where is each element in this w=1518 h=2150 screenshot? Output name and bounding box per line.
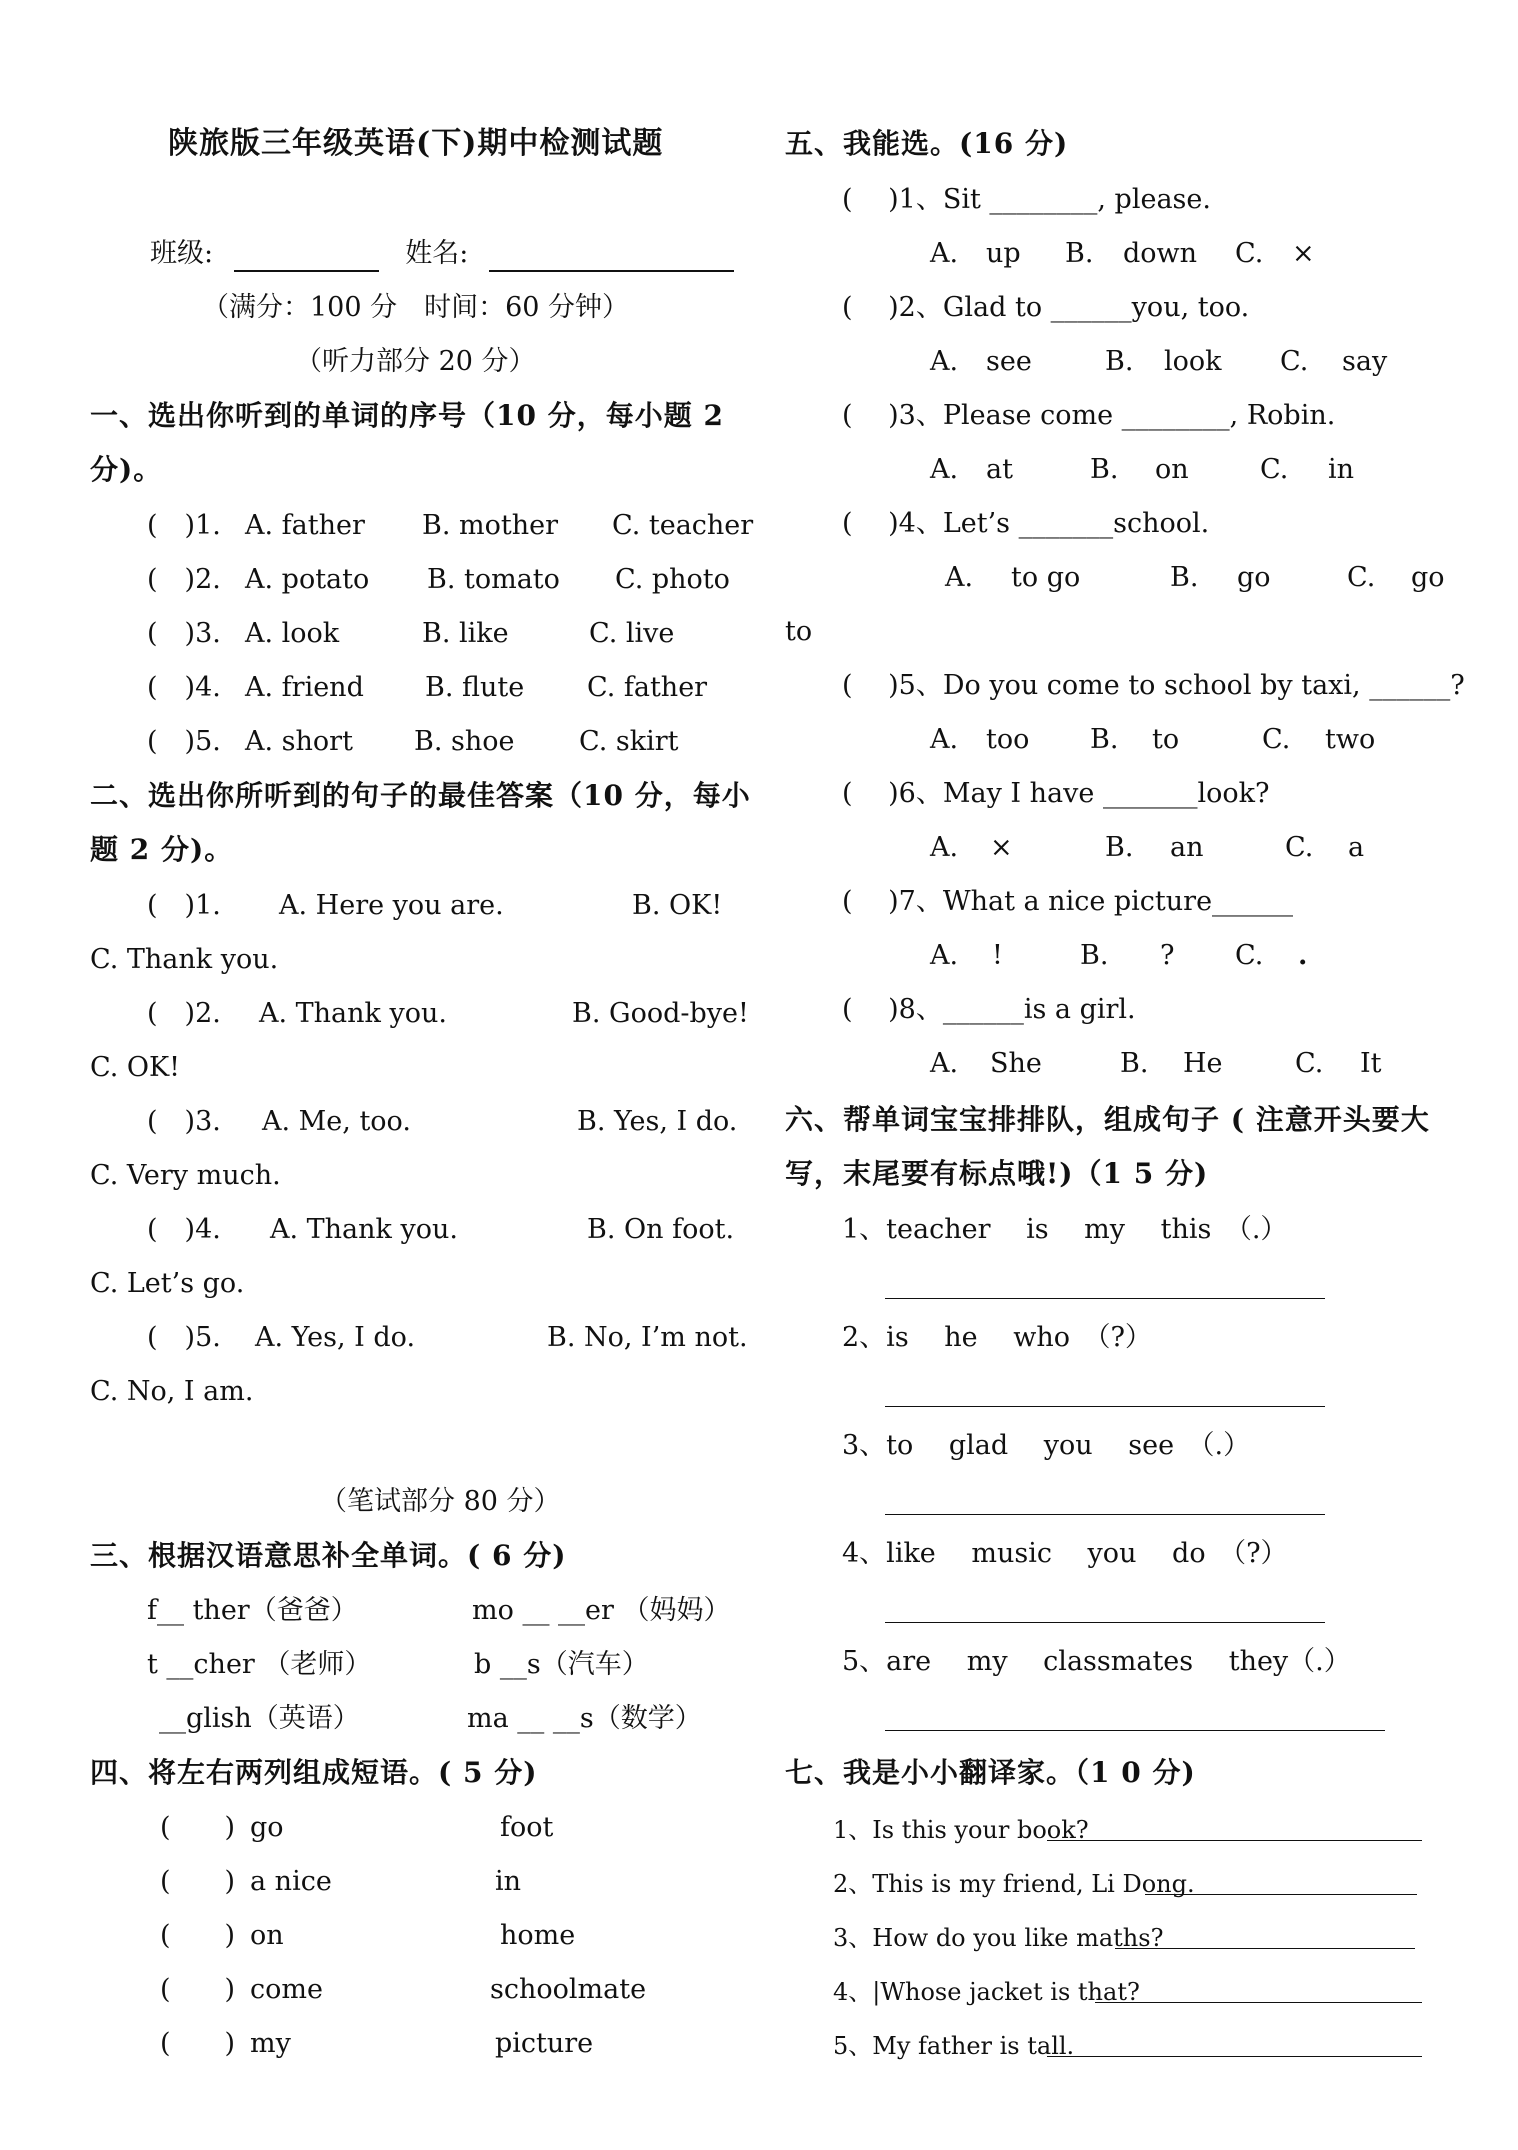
answer-line[interactable] (1115, 1948, 1415, 1949)
option-a-text: too (986, 724, 1030, 755)
answer-paren[interactable]: ( )3. (147, 618, 221, 649)
answer-paren[interactable]: ( )2. (147, 998, 221, 1029)
answer-line[interactable] (1047, 2056, 1422, 2057)
option-c-text: It (1360, 1048, 1382, 1079)
sec2-item-2 (147, 996, 747, 1032)
sec2-item-3-option-c: C. Very much. (90, 1160, 281, 1191)
word-blank-item[interactable]: b __s（汽车） (474, 1649, 649, 1680)
phrase-right: in (495, 1866, 522, 1897)
sec6-item-4: 4、like music you do （?） (842, 1538, 1288, 1569)
section-5-heading: 五、我能选。(16 分) (785, 127, 1069, 160)
phrase-left: go (250, 1812, 284, 1843)
page-title: 陕旅版三年级英语(下)期中检测试题 (168, 126, 664, 161)
sec2-item-1-option-c: C. Thank you. (90, 944, 279, 975)
translate-sentence: 4、|Whose jacket is that? (833, 1978, 1140, 2006)
option-c-text: in (1328, 454, 1355, 485)
sec1-item-5 (147, 724, 747, 760)
option-a: A. Here you are. (279, 890, 504, 921)
sec2-item-4-option-c: C. Let’s go. (90, 1268, 245, 1299)
phrase-right: home (500, 1920, 576, 1951)
sec2-item-3 (147, 1104, 747, 1140)
option-c-text: go (1411, 562, 1445, 593)
sec5-q6-stem[interactable]: ( )6、May I have _______look? (842, 778, 1270, 809)
class-label: 班级: (150, 238, 214, 269)
option-c: C. live (589, 618, 675, 649)
section-4-heading: 四、将左右两列组成短语。( 5 分) (90, 1756, 538, 1789)
phrase-left: come (250, 1974, 323, 2005)
word-blank-item[interactable]: __glish（英语） (159, 1703, 360, 1734)
section-1-heading: 一、选出你听到的单词的序号（10 分，每小题 2 (90, 399, 724, 432)
phrase-left: a nice (250, 1866, 332, 1897)
option-c: C. teacher (612, 510, 754, 541)
section-6-heading-cont: 写，末尾要有标点哦!)（1 5 分) (785, 1157, 1209, 1190)
word-blank-item[interactable]: f__ ther（爸爸） (147, 1595, 358, 1626)
option-b-letter: B. (1065, 238, 1094, 269)
option-a-letter: A. (930, 832, 959, 863)
sec5-q8-options (930, 1046, 1430, 1082)
option-c-text: say (1342, 346, 1388, 377)
answer-paren[interactable]: ( )3. (147, 1106, 221, 1137)
sec5-q3-stem[interactable]: ( )3、Please come ________, Robin. (842, 400, 1336, 431)
sec6-item-5: 5、are my classmates they（.） (842, 1646, 1351, 1677)
phrase-left: my (250, 2028, 291, 2059)
sec5-q3-options (930, 452, 1430, 488)
sec4-row-1 (160, 1810, 720, 1846)
option-b: B. flute (425, 672, 525, 703)
sec2-item-2-option-c: C. OK! (90, 1052, 181, 1083)
option-b-text: go (1237, 562, 1271, 593)
sec3-row-2 (147, 1647, 747, 1683)
sec5-q1-stem[interactable]: ( )1、Sit ________, please. (842, 184, 1211, 215)
option-b: B. mother (422, 510, 558, 541)
sec4-row-3 (160, 1918, 720, 1954)
option-a: A. Me, too. (262, 1106, 411, 1137)
option-c-text: two (1325, 724, 1376, 755)
phrase-left: on (250, 1920, 284, 1951)
translate-sentence: 2、This is my friend, Li Dong. (833, 1870, 1195, 1898)
sec3-row-1 (147, 1593, 747, 1629)
sec4-row-4 (160, 1972, 720, 2008)
option-a: A. look (245, 618, 340, 649)
sec5-q5-options (930, 722, 1430, 758)
option-c-letter: C. (1295, 1048, 1324, 1079)
option-a-letter: A. (930, 940, 959, 971)
word-blank-item[interactable]: mo __ __er （妈妈） (472, 1595, 731, 1626)
option-a-text: × (990, 832, 1013, 863)
option-c-letter: C. (1347, 562, 1376, 593)
option-a-text: ! (992, 940, 1003, 971)
sec2-item-1 (147, 888, 747, 924)
phrase-right: schoolmate (490, 1974, 647, 2005)
translate-sentence: 5、My father is tall. (833, 2032, 1075, 2060)
name-label: 姓名: (405, 238, 469, 269)
option-b-letter: B. (1090, 724, 1119, 755)
answer-paren[interactable]: ( ) (160, 1812, 236, 1843)
option-a-letter: A. (930, 724, 959, 755)
sec7-item-1 (833, 1812, 1433, 1848)
phrase-right: foot (500, 1812, 554, 1843)
option-a: A. Thank you. (259, 998, 447, 1029)
sec5-q2-options (930, 344, 1430, 380)
phrase-right: picture (495, 2028, 594, 2059)
answer-paren[interactable]: ( ) (160, 1920, 236, 1951)
option-c-letter: C. (1235, 940, 1264, 971)
option-b: B. OK! (632, 890, 723, 921)
option-a-text: She (990, 1048, 1042, 1079)
sec1-item-1 (147, 508, 754, 544)
sec5-q7-options (930, 938, 1430, 974)
sec5-q6-options (930, 830, 1430, 866)
option-b-text: on (1155, 454, 1189, 485)
section-3-heading: 三、根据汉语意思补全单词。( 6 分) (90, 1539, 567, 1572)
option-b: B. tomato (427, 564, 560, 595)
section-6-heading: 六、帮单词宝宝排排队，组成句子 ( 注意开头要大 (785, 1103, 1430, 1136)
answer-line[interactable] (885, 1514, 1325, 1515)
option-b-text: to (1152, 724, 1180, 755)
score-info: （满分：100 分 时间：60 分钟） (202, 292, 630, 323)
listening-note: （听力部分 20 分） (295, 346, 536, 377)
answer-paren[interactable]: ( ) (160, 1974, 236, 2005)
option-a-text: see (986, 346, 1032, 377)
answer-line[interactable] (885, 1298, 1325, 1299)
sec5-q4-stem[interactable]: ( )4、Let’s _______school. (842, 508, 1210, 539)
option-a: A. short (245, 726, 353, 757)
option-b-text: down (1123, 238, 1198, 269)
option-b: B. Yes, I do. (577, 1106, 738, 1137)
sec5-q4-option-c-wrap: to (785, 616, 813, 647)
translate-sentence: 1、Is this your book? (833, 1816, 1089, 1844)
option-a-text: up (986, 238, 1021, 269)
sec4-row-2 (160, 1864, 720, 1900)
option-b-text: He (1183, 1048, 1223, 1079)
sec5-q4-options (945, 560, 1445, 596)
answer-line[interactable] (1095, 2002, 1422, 2003)
sec5-q7-stem[interactable]: ( )7、What a nice picture______ (842, 886, 1294, 917)
option-b-text: an (1170, 832, 1204, 863)
answer-paren[interactable]: ( )5. (147, 726, 221, 757)
sec7-item-4 (833, 1974, 1433, 2010)
sec3-row-3 (147, 1701, 747, 1737)
option-b: B. No, I’m not. (547, 1322, 748, 1353)
option-c: C. skirt (579, 726, 679, 757)
option-a: A. friend (245, 672, 364, 703)
sec7-item-3 (833, 1920, 1433, 1956)
word-blank-item[interactable]: ma __ __s（数学） (467, 1703, 702, 1734)
option-b-letter: B. (1105, 832, 1134, 863)
section-1-heading-cont: 分)。 (90, 453, 163, 486)
option-b: B. shoe (414, 726, 515, 757)
sec1-item-4 (147, 670, 747, 706)
option-a-letter: A. (930, 454, 959, 485)
option-c-text: . (1298, 940, 1308, 971)
sec2-item-5 (147, 1320, 747, 1356)
option-b-letter: B. (1080, 940, 1109, 971)
sec7-item-5 (833, 2028, 1433, 2064)
option-b-letter: B. (1090, 454, 1119, 485)
sec7-item-2 (833, 1866, 1433, 1902)
option-b-letter: B. (1105, 346, 1134, 377)
option-a: A. father (245, 510, 365, 541)
answer-line[interactable] (885, 1730, 1385, 1731)
answer-paren[interactable]: ( ) (160, 2028, 236, 2059)
sec2-item-5-option-c: C. No, I am. (90, 1376, 254, 1407)
option-a: A. Thank you. (270, 1214, 458, 1245)
option-a-letter: A. (930, 238, 959, 269)
sec5-q5-stem[interactable]: ( )5、Do you come to school by taxi, ______? (842, 670, 1465, 701)
section-7-heading: 七、我是小小翻译家。（1 0 分) (785, 1756, 1196, 1789)
sec6-item-2: 2、is he who （?） (842, 1322, 1152, 1353)
class-field[interactable] (234, 242, 379, 272)
sec6-item-1: 1、teacher is my this （.） (842, 1214, 1288, 1245)
section-2-heading-cont: 题 2 分)。 (90, 833, 234, 866)
option-c-text: × (1292, 238, 1315, 269)
sec2-item-4 (147, 1212, 747, 1248)
sec1-item-3 (147, 616, 747, 652)
option-c-letter: C. (1285, 832, 1314, 863)
option-b-text: look (1164, 346, 1222, 377)
option-c-letter: C. (1260, 454, 1289, 485)
answer-paren[interactable]: ( )1. (147, 510, 221, 541)
sec5-q2-stem[interactable]: ( )2、Glad to ______you, too. (842, 292, 1250, 323)
written-note: （笔试部分 80 分） (320, 1486, 561, 1517)
option-c-letter: C. (1262, 724, 1291, 755)
word-blank-item[interactable]: t __cher （老师） (147, 1649, 372, 1680)
answer-paren[interactable]: ( ) (160, 1866, 236, 1897)
student-info-row (150, 236, 734, 272)
answer-paren[interactable]: ( )2. (147, 564, 221, 595)
option-b: B. like (422, 618, 509, 649)
answer-paren[interactable]: ( )4. (147, 1214, 221, 1245)
sec4-row-5 (160, 2026, 720, 2062)
option-b: B. Good-bye! (572, 998, 749, 1029)
option-a-letter: A. (930, 1048, 959, 1079)
answer-paren[interactable]: ( )1. (147, 890, 221, 921)
name-field[interactable] (489, 242, 734, 272)
sec6-item-3: 3、to glad you see （.） (842, 1430, 1251, 1461)
option-b: B. On foot. (587, 1214, 735, 1245)
section-2-heading: 二、选出你所听到的句子的最佳答案（10 分，每小 (90, 779, 751, 812)
option-a-letter: A. (945, 562, 974, 593)
option-c-letter: C. (1235, 238, 1264, 269)
option-b-letter: B. (1170, 562, 1199, 593)
option-b-letter: B. (1120, 1048, 1149, 1079)
option-c-letter: C. (1280, 346, 1309, 377)
answer-line[interactable] (1047, 1840, 1422, 1841)
answer-line[interactable] (885, 1406, 1325, 1407)
sec5-q8-stem[interactable]: ( )8、______is a girl. (842, 994, 1136, 1025)
answer-paren[interactable]: ( )5. (147, 1322, 221, 1353)
sec5-q1-options (930, 236, 1430, 272)
option-b-text: ? (1160, 940, 1175, 971)
option-a-text: to go (1011, 562, 1081, 593)
option-c: C. father (587, 672, 708, 703)
option-a-text: at (986, 454, 1013, 485)
translate-sentence: 3、How do you like maths? (833, 1924, 1164, 1952)
option-c-text: a (1348, 832, 1365, 863)
answer-paren[interactable]: ( )4. (147, 672, 221, 703)
answer-line[interactable] (1145, 1894, 1417, 1895)
option-c: C. photo (615, 564, 730, 595)
option-a: A. potato (245, 564, 370, 595)
answer-line[interactable] (885, 1622, 1325, 1623)
option-a: A. Yes, I do. (255, 1322, 416, 1353)
option-a-letter: A. (930, 346, 959, 377)
sec1-item-2 (147, 562, 747, 598)
